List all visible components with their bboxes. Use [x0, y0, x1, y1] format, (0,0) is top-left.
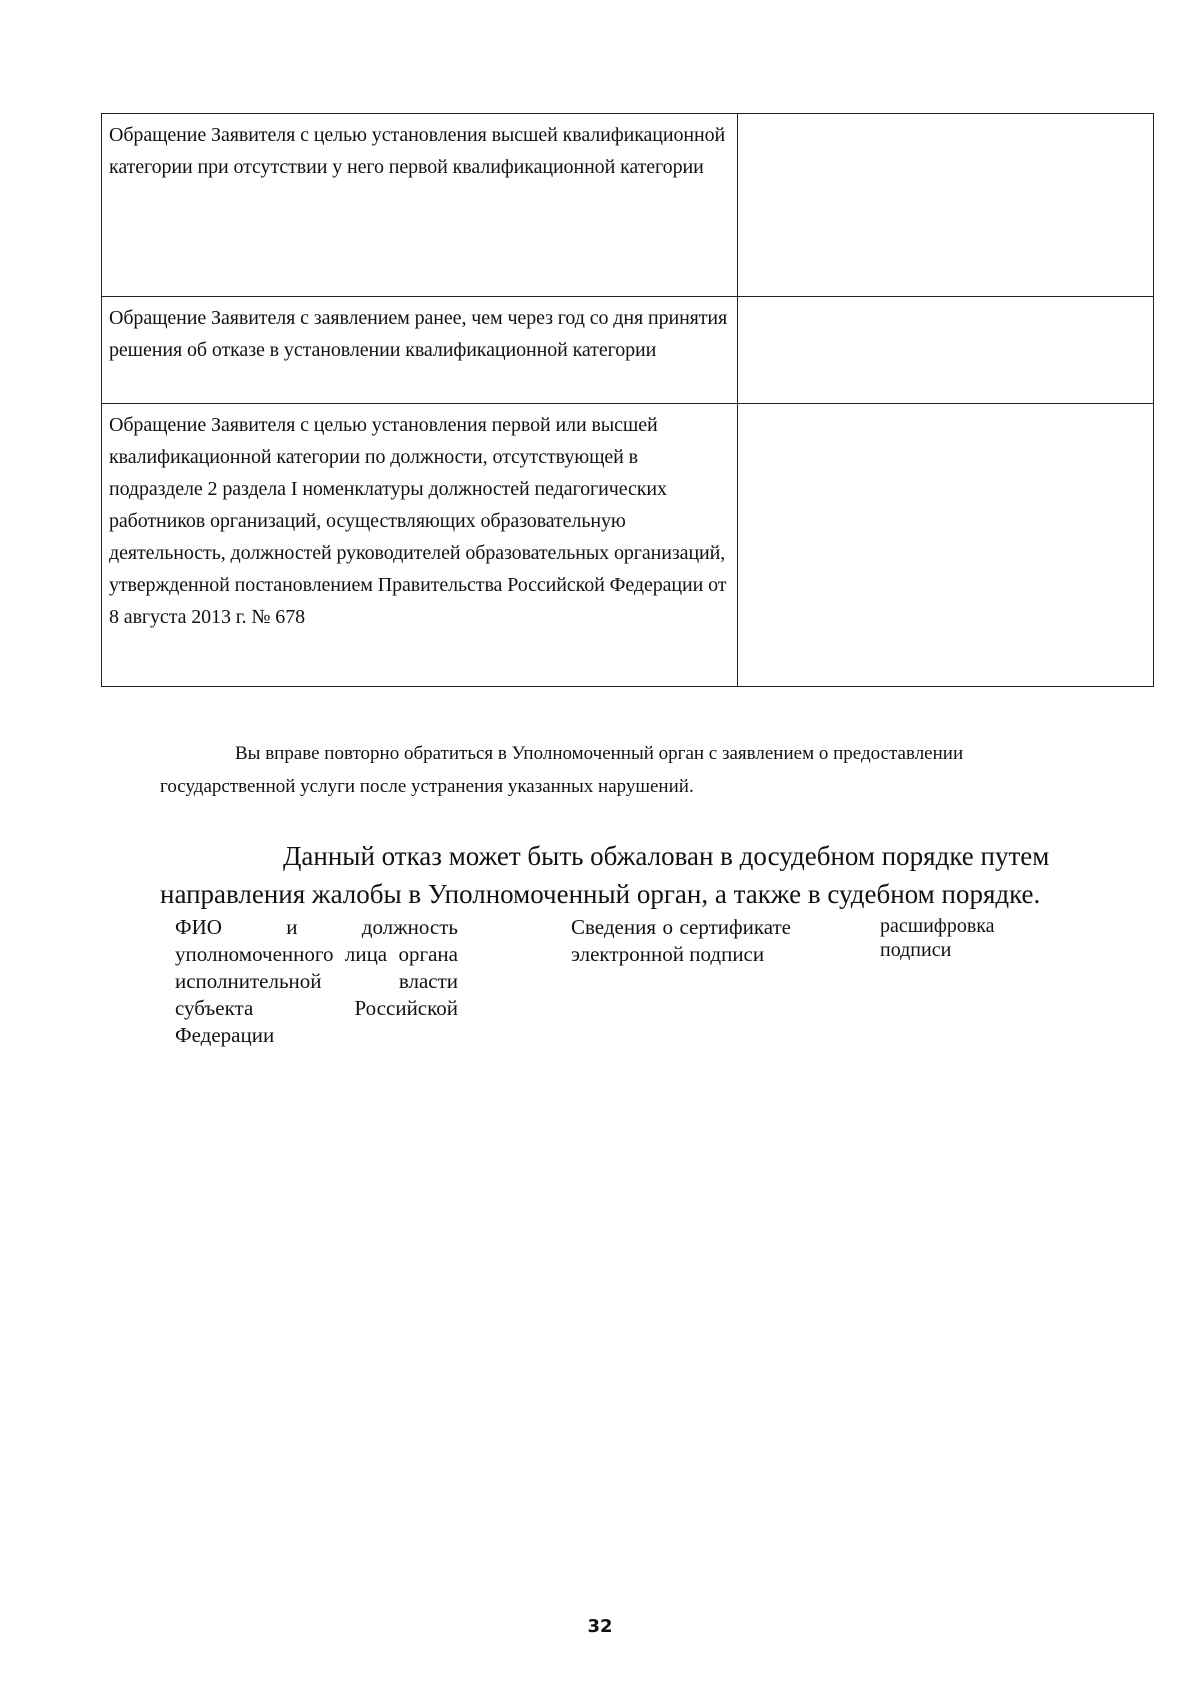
table-row	[102, 404, 1154, 687]
ground-cell: Обращение Заявителя с целью установления высшей квалификационной категории при отсутствии у него первой квалификационной категории	[102, 114, 738, 297]
page-number: 32	[587, 1616, 613, 1637]
explanation-cell	[738, 114, 1154, 297]
explanation-cell	[738, 297, 1154, 404]
reapply-notice: Вы вправе повторно обратиться в Уполномоченный орган с заявлением о предоставлении государственной услуги после устранения указанных нарушений.	[160, 743, 964, 797]
refusal-grounds-table	[101, 113, 1154, 687]
table-row	[102, 297, 1154, 404]
ground-cell: Обращение Заявителя с заявлением ранее, чем через год со дня принятия решения об отказе в установлении квалификационной категории	[102, 297, 738, 404]
certificate-info-label: Сведения о сертификате электронной подписи	[571, 915, 791, 966]
official-position-label: ФИО и должность уполномоченного лица органа исполнительной власти субъекта Российской Федерации	[175, 915, 458, 1047]
signature-decoding-label: расшифровка подписи	[880, 915, 995, 961]
table-row	[102, 114, 1154, 297]
explanation-cell	[738, 404, 1154, 687]
appeal-notice: Данный отказ может быть обжалован в досудебном порядке путем направления жалобы в Уполномоченный орган, а также в судебном порядке.	[160, 841, 1050, 909]
ground-cell: Обращение Заявителя с целью установления первой или высшей квалификационной категории по должности, отсутствующей в подразделе 2 раздела I номенклатуры должностей педагогических работников организаций, осуществляющих образовательную деятельность, должностей руководителей образовательных организаций, утвержденной постановлением Правительства Российской Федерации от 8 августа 2013 г. № 678	[102, 404, 738, 687]
